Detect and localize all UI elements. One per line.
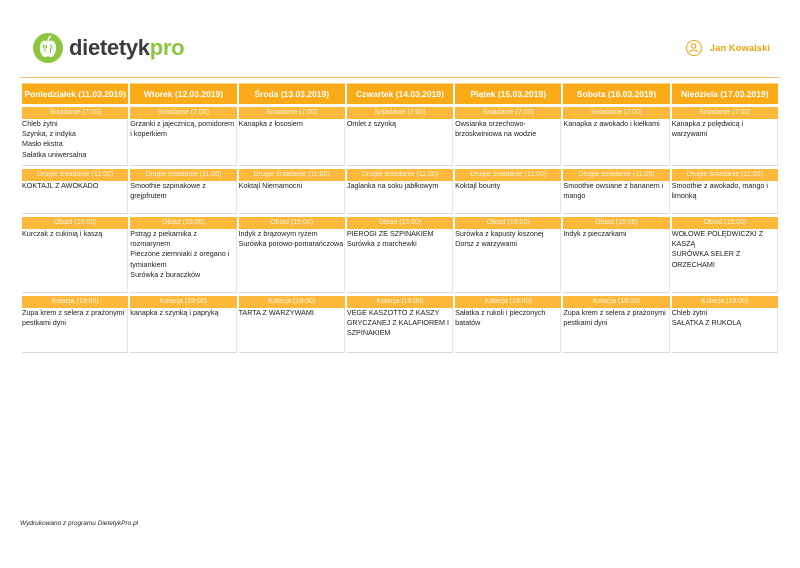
meal-cell xyxy=(672,181,778,214)
meal-time-label: Drugie śniadanie (11:00) xyxy=(239,166,345,181)
meal-cell xyxy=(130,229,236,293)
meal-cell xyxy=(455,119,561,166)
meal-time-label: Kolacja (19:00) xyxy=(347,293,453,308)
day-header: Czwartek (14.03.2019) xyxy=(347,83,453,104)
meal-cell xyxy=(347,308,453,353)
meal-item: Indyk z brązowym ryżem xyxy=(238,229,318,238)
meal-cell xyxy=(563,308,669,353)
meal-cell xyxy=(130,181,236,214)
meal-time-label: Kolacja (19:00) xyxy=(130,293,236,308)
meal-item: Pieczone ziemniaki z oregano i tymiankiem xyxy=(130,249,230,269)
meal-time-label: Drugie śniadanie (11:00) xyxy=(22,166,128,181)
meal-item: Surówka z kapusty kiszonej xyxy=(455,229,544,238)
meal-cell xyxy=(239,308,345,353)
meal-cell xyxy=(563,119,669,166)
meal-item: PIEROGI ZE SZPINAKIEM xyxy=(346,229,434,238)
brand-name-part1: dietetyk xyxy=(69,35,150,60)
meal-time-label: Kolacja (19:00) xyxy=(672,293,778,308)
meal-cell xyxy=(22,181,128,214)
meal-plan-body xyxy=(22,104,778,353)
meal-cell xyxy=(563,229,669,293)
meal-time-label: Kolacja (19:00) xyxy=(239,293,345,308)
meal-cell xyxy=(563,181,669,214)
meal-item: TARTA Z WARZYWAMI xyxy=(238,308,314,317)
meal-item: Grzanki z jajecznicą, pomidorem i koperkiem xyxy=(130,119,235,139)
meal-time-label: Obiad (15:00) xyxy=(22,214,128,229)
meal-time-label: Śniadanie (7:00) xyxy=(455,104,561,119)
meal-item: SAŁATKA Z RUKOLĄ xyxy=(671,318,742,328)
brand-name-part2: pro xyxy=(149,35,185,60)
meal-item: Surówka z marchewki xyxy=(346,239,417,249)
meal-cell xyxy=(130,308,236,353)
meal-item: Koktajl bounty xyxy=(455,181,501,190)
meal-time-label: Kolacja (19:00) xyxy=(563,293,669,308)
meal-item: Masło ekstra xyxy=(22,139,63,149)
user-name: Jan Kowalski xyxy=(709,42,770,54)
meal-item: VEGE KASZOTTO Z KASZY GRYCZANEJ Z KALAFIOREM I SZPINAKIEM xyxy=(346,308,449,338)
meal-item: Smoothie owsiane z bananem i mango xyxy=(563,181,664,201)
meal-cell xyxy=(672,119,778,166)
meal-label-row xyxy=(22,104,778,119)
meal-cell xyxy=(22,119,128,166)
user-info xyxy=(686,40,770,56)
meal-cell xyxy=(239,229,345,293)
meal-item: Zupa krem z selera z prażonymi pestkami dyni xyxy=(22,308,125,328)
brand-name xyxy=(69,35,184,61)
meal-time-label: Śniadanie (7:00) xyxy=(130,104,236,119)
meal-time-label: Śniadanie (7:00) xyxy=(22,104,128,119)
meal-time-label: Drugie śniadanie (11:00) xyxy=(130,166,236,181)
meal-item: kanapka z szynką i papryką xyxy=(130,308,219,317)
meal-time-label: Obiad (15:00) xyxy=(563,214,669,229)
meal-cell xyxy=(347,229,453,293)
meal-cell xyxy=(239,119,345,166)
meal-item: WOŁOWE POLĘDWICZKI Z KASZĄ xyxy=(671,229,764,249)
meal-items-row xyxy=(22,119,778,166)
meal-item: Szynka, z indyka xyxy=(22,129,76,139)
meal-item: Kanapka z awokado i kiełkami xyxy=(563,119,660,128)
user-icon xyxy=(686,40,702,56)
day-header: Wtorek (12.03.2019) xyxy=(130,83,236,104)
meal-time-label: Drugie śniadanie (11:00) xyxy=(347,166,453,181)
meal-items-row xyxy=(22,308,778,353)
meal-time-label: Obiad (15:00) xyxy=(672,214,778,229)
meal-item: Kanapka z polędwicą i warzywami xyxy=(671,119,744,139)
meal-time-label: Kolacja (19:00) xyxy=(22,293,128,308)
meal-plan-table xyxy=(20,83,780,353)
meal-cell xyxy=(22,229,128,293)
meal-time-label: Śniadanie (7:00) xyxy=(672,104,778,119)
meal-item: KOKTAJL Z AWOKADO xyxy=(22,181,99,190)
meal-cell xyxy=(672,308,778,353)
meal-item: Zupa krem z selera z prażonymi pestkami dyni xyxy=(563,308,666,328)
meal-time-label: Drugie śniadanie (11:00) xyxy=(455,166,561,181)
meal-cell xyxy=(347,181,453,214)
meal-item: Kanapka z łososiem xyxy=(238,119,303,128)
meal-item: Indyk z pieczarkami xyxy=(563,229,627,238)
meal-item: Surówka porowo-pomarańczowa xyxy=(238,239,344,249)
meal-cell xyxy=(672,229,778,293)
day-header: Piątek (15.03.2019) xyxy=(455,83,561,104)
meal-time-label: Kolacja (19:00) xyxy=(455,293,561,308)
meal-time-label: Drugie śniadanie (11:00) xyxy=(563,166,669,181)
meal-items-row xyxy=(22,181,778,214)
meal-item: SURÓWKA SELER Z ORZECHAMI xyxy=(671,249,741,269)
meal-items-row xyxy=(22,229,778,293)
day-header: Niedziela (17.03.2019) xyxy=(672,83,778,104)
day-header: Sobota (16.03.2019) xyxy=(563,83,669,104)
day-header: Środa (13.03.2019) xyxy=(239,83,345,104)
meal-item: Koktajl Niemamocni xyxy=(238,181,303,190)
meal-time-label: Obiad (15:00) xyxy=(347,214,453,229)
meal-item: Chleb żytni xyxy=(22,119,58,128)
meal-item: Dorsz z warzywami xyxy=(455,239,518,249)
meal-cell xyxy=(455,229,561,293)
meal-time-label: Obiad (15:00) xyxy=(130,214,236,229)
header-divider xyxy=(20,77,780,78)
meal-time-label: Obiad (15:00) xyxy=(455,214,561,229)
leaf-apple-logo-icon xyxy=(33,33,63,63)
meal-time-label: Śniadanie (7:00) xyxy=(563,104,669,119)
meal-time-label: Śniadanie (7:00) xyxy=(239,104,345,119)
meal-label-row xyxy=(22,214,778,229)
meal-item: Surówka z buraczków xyxy=(130,269,201,279)
day-header: Poniedziałek (11.03.2019) xyxy=(22,83,128,104)
meal-item: Kurczak z cukinią i kaszą xyxy=(22,229,103,238)
print-footer: Wydrukowano z programu DietetykPro.pl xyxy=(20,520,139,527)
meal-cell xyxy=(130,119,236,166)
meal-label-row xyxy=(22,293,778,308)
meal-time-label: Drugie śniadanie (11:00) xyxy=(672,166,778,181)
meal-cell xyxy=(347,119,453,166)
meal-item: Owsianka orzechowo-brzoskwiniowa na wodzie xyxy=(455,119,537,139)
meal-item: Jaglanka na soku jabłkowym xyxy=(346,181,439,190)
meal-item: Sałatka z rukoli i pieczonych batatów xyxy=(455,308,546,328)
meal-item: Smoothie z awokado, mango i limonką xyxy=(671,181,768,201)
meal-item: Smoothie szpinakowe z grejpfrutem xyxy=(130,181,206,201)
meal-item: Pstrąg z piekarnika z rozmarynem xyxy=(130,229,197,249)
meal-label-row xyxy=(22,166,778,181)
meal-cell xyxy=(239,181,345,214)
meal-cell xyxy=(22,308,128,353)
meal-item: Sałatka uniwersalna xyxy=(22,149,87,159)
day-header-row xyxy=(22,83,778,104)
meal-time-label: Obiad (15:00) xyxy=(239,214,345,229)
meal-time-label: Śniadanie (7:00) xyxy=(347,104,453,119)
meal-item: Chleb żytni xyxy=(671,308,708,317)
meal-cell xyxy=(455,308,561,353)
brand-logo xyxy=(33,33,184,63)
meal-item: Omlet z szynką xyxy=(346,119,396,128)
meal-cell xyxy=(455,181,561,214)
